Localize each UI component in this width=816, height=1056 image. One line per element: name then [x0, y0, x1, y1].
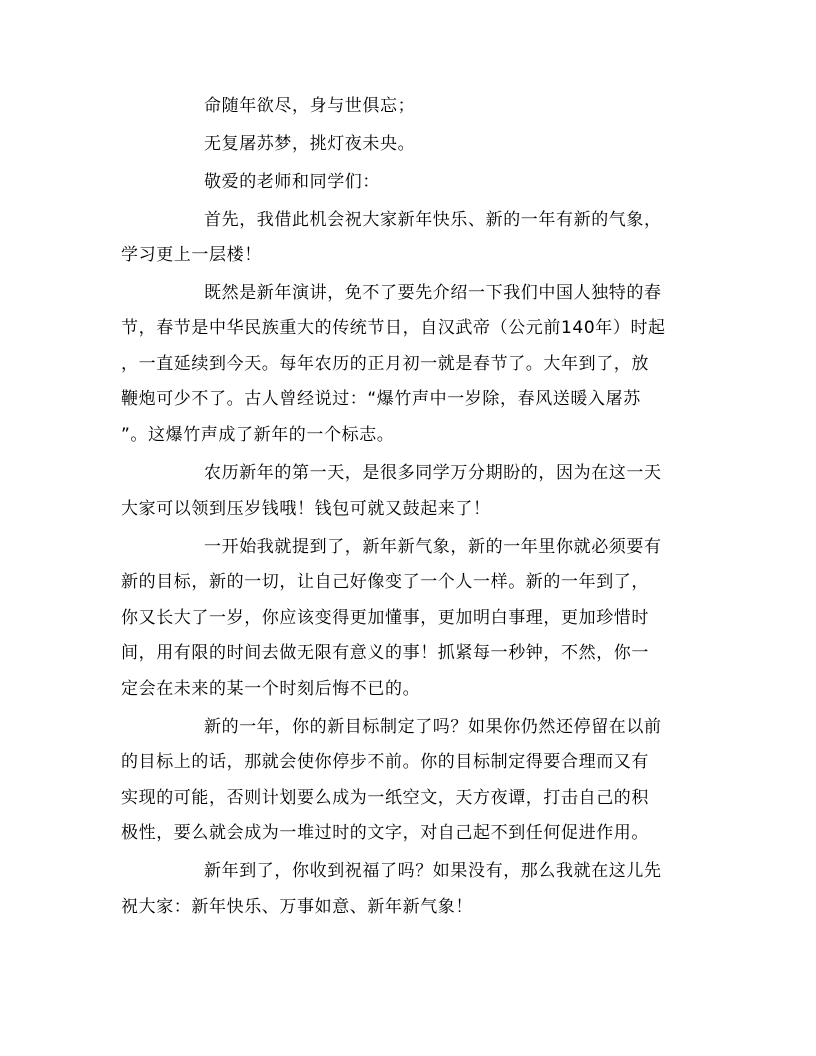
paragraph-line: 节，春节是中华民族重大的传统节日，自汉武帝（公元前140年）时起 — [121, 318, 666, 338]
paragraph-line: 间，用有限的时间去做无限有意义的事！抓紧每一秒钟，不然，你一 — [121, 643, 649, 663]
paragraph-line: 新的目标，新的一切，让自己好像变了一个人一样。新的一年到了， — [121, 572, 649, 592]
poem-line: 无复屠苏梦，挑灯夜未央。 — [204, 134, 416, 154]
paragraph-line: ”。这爆竹声成了新年的一个标志。 — [121, 425, 395, 445]
paragraph-line: 学习更上一层楼！ — [121, 245, 262, 265]
paragraph-line: 祝大家：新年快乐、万事如意、新年新气象！ — [121, 897, 473, 917]
paragraph-line: 极性，要么就会成为一堆过时的文字，对自己起不到任何促进作用。 — [121, 823, 649, 843]
paragraph-line: 的目标上的话，那就会使你停步不前。你的目标制定得要合理而又有 — [121, 752, 649, 772]
paragraph-line: 新的一年，你的新目标制定了吗？如果你仍然还停留在以前 — [204, 717, 662, 737]
paragraph-line: 首先，我借此机会祝大家新年快乐、新的一年有新的气象， — [204, 210, 662, 230]
paragraph-line: 你又长大了一岁，你应该变得更加懂事，更加明白事理，更加珍惜时 — [121, 608, 649, 628]
poem-line: 命随年欲尽，身与世俱忘； — [204, 96, 416, 116]
paragraph-line: 新年到了，你收到祝福了吗？如果没有，那么我就在这儿先 — [204, 861, 662, 881]
paragraph-line: 一开始我就提到了，新年新气象，新的一年里你就必须要有 — [204, 537, 662, 557]
paragraph-line: ，一直延续到今天。每年农历的正月初一就是春节了。大年到了，放 — [121, 354, 649, 374]
paragraph-line: 实现的可能，否则计划要么成为一纸空文，天方夜谭，打击自己的积 — [121, 788, 649, 808]
salutation: 敬爱的老师和同学们： — [204, 172, 380, 192]
paragraph-line: 定会在未来的某一个时刻后悔不已的。 — [121, 679, 421, 699]
paragraph-line: 鞭炮可少不了。古人曾经说过：“爆竹声中一岁除，春风送暖入屠苏 — [121, 389, 641, 409]
paragraph-line: 既然是新年演讲，免不了要先介绍一下我们中国人独特的春 — [204, 283, 662, 303]
paragraph-line: 农历新年的第一天，是很多同学万分期盼的，因为在这一天 — [204, 463, 662, 483]
paragraph-line: 大家可以领到压岁钱哦！钱包可就又鼓起来了！ — [121, 499, 491, 519]
